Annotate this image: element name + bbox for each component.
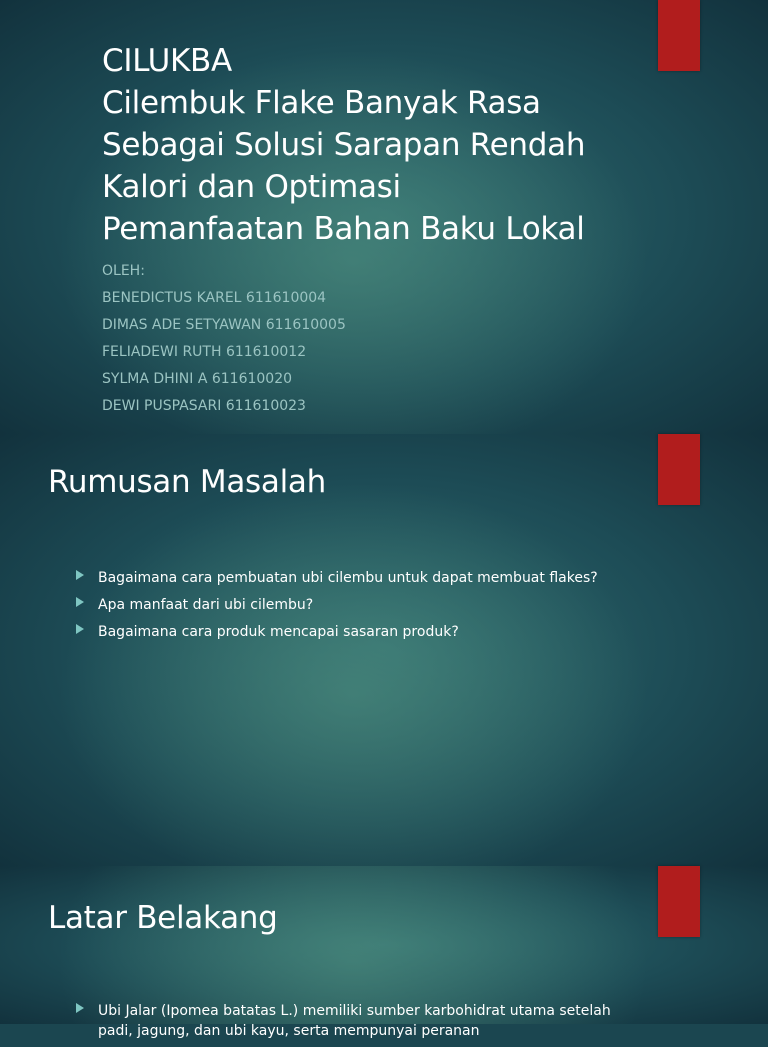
problem-statement-slide: [0, 434, 768, 866]
title-slide: [0, 0, 768, 434]
title-line: Kalori dan Optimasi: [102, 169, 401, 205]
author-list: [102, 258, 346, 420]
slide-title: Latar Belakang: [48, 900, 278, 936]
title-line: CILUKBA: [102, 43, 232, 79]
slide-title: [102, 40, 585, 250]
author-name: DEWI PUSPASARI 611610023: [102, 398, 306, 414]
author-name: FELIADEWI RUTH 611610012: [102, 344, 307, 360]
list-item: [76, 567, 636, 587]
slide-title: Rumusan Masalah: [48, 464, 326, 500]
author-name: BENEDICTUS KAREL 611610004: [102, 290, 327, 306]
triangle-bullet-icon: [76, 597, 84, 607]
title-line: Cilembuk Flake Banyak Rasa: [102, 85, 541, 121]
triangle-bullet-icon: [76, 624, 84, 634]
triangle-bullet-icon: [76, 570, 84, 580]
author-name: DIMAS ADE SETYAWAN 611610005: [102, 317, 346, 333]
author-name: SYLMA DHINI A 611610020: [102, 371, 293, 387]
list-item: [76, 594, 636, 614]
title-line: Sebagai Solusi Sarapan Rendah: [102, 127, 586, 163]
bullet-list: [76, 567, 636, 648]
bullet-text: Apa manfaat dari ubi cilembu?: [98, 597, 314, 613]
list-item: [76, 1000, 636, 1040]
bullet-text: Bagaimana cara produk mencapai sasaran produk?: [98, 624, 459, 640]
bullet-text: Bagaimana cara pembuatan ubi cilembu untuk dapat membuat flakes?: [98, 570, 598, 586]
red-accent-bar: [658, 866, 700, 937]
triangle-bullet-icon: [76, 1003, 84, 1013]
author-heading: OLEH:: [102, 263, 145, 279]
red-accent-bar: [658, 0, 700, 71]
background-slide: [0, 866, 768, 1039]
list-item: [76, 621, 636, 641]
bullet-text: Ubi Jalar (Ipomea batatas L.) memiliki sumber karbohidrat utama setelah padi, jagung, dan ubi kayu, serta mempunyai peranan: [98, 1003, 611, 1039]
bullet-list: [76, 1000, 636, 1047]
red-accent-bar: [658, 434, 700, 505]
title-line: Pemanfaatan Bahan Baku Lokal: [102, 211, 585, 247]
